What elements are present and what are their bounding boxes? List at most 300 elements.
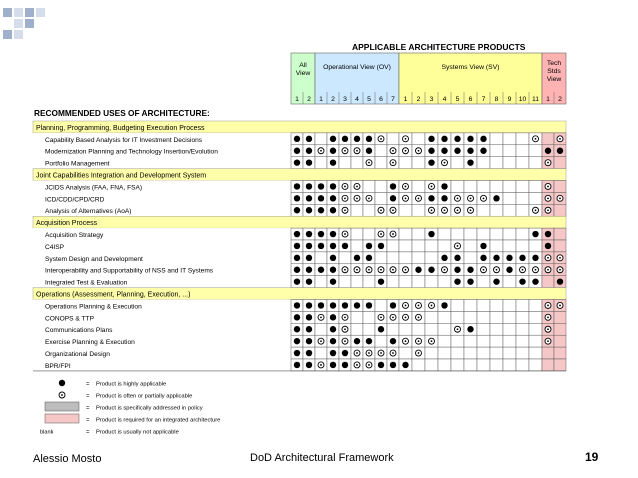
matrix-cell: [425, 347, 438, 359]
matrix-cell: [490, 145, 503, 157]
matrix-cell: [451, 359, 464, 371]
cell-full-dot: [441, 183, 447, 189]
cell-full-dot: [306, 231, 312, 237]
matrix-cell: [477, 228, 490, 240]
cell-open-circle-dot: [547, 316, 549, 318]
cell-open-circle-dot: [535, 138, 537, 140]
header-group-label: All: [299, 62, 307, 69]
matrix-cell: [351, 228, 363, 240]
cell-full-dot: [366, 338, 372, 344]
cell-full-dot: [294, 338, 300, 344]
cell-full-dot: [318, 231, 324, 237]
matrix-cell: [464, 311, 477, 323]
cell-open-circle-dot: [431, 340, 433, 342]
cell-open-circle-dot: [431, 186, 433, 188]
matrix-cell: [399, 347, 412, 359]
header-group-label: View: [295, 70, 311, 77]
cell-full-dot: [306, 195, 312, 201]
matrix-cell: [315, 252, 327, 264]
cell-full-dot: [294, 159, 300, 165]
cell-open-circle-dot: [344, 328, 346, 330]
matrix-cell: [399, 252, 412, 264]
cell-full-dot: [532, 278, 538, 284]
cell-full-dot: [428, 231, 434, 237]
row-label-cell: [33, 359, 291, 371]
matrix-cell: [516, 347, 529, 359]
cell-full-dot: [330, 159, 336, 165]
matrix-cell: [503, 145, 516, 157]
cell-open-circle-dot: [418, 340, 420, 342]
cell-open-circle-dot: [356, 186, 358, 188]
cell-open-circle-dot: [547, 340, 549, 342]
cell-full-dot: [354, 255, 360, 261]
cell-open-circle-dot: [356, 197, 358, 199]
legend-pink-swatch: [45, 414, 79, 423]
section-label: Operations (Assessment, Planning, Execution, ...): [36, 291, 191, 299]
matrix-cell: [490, 133, 503, 145]
matrix-cell: [477, 323, 490, 335]
matrix-cell: [516, 228, 529, 240]
cell-open-circle-dot: [496, 269, 498, 271]
matrix-cell: [477, 311, 490, 323]
matrix-cell: [412, 181, 425, 193]
matrix-cell: [363, 311, 375, 323]
matrix-cell: [451, 181, 464, 193]
row-label: Integrated Test & Evaluation: [45, 279, 128, 287]
matrix-cell: [412, 240, 425, 252]
matrix-cell: [387, 252, 399, 264]
header-column-number: 4: [355, 96, 359, 103]
cell-full-dot: [493, 278, 499, 284]
matrix-cell: [529, 192, 542, 204]
cell-full-dot: [318, 267, 324, 273]
matrix-cell: [451, 335, 464, 347]
matrix-cell: [351, 323, 363, 335]
cell-full-dot: [480, 255, 486, 261]
cell-full-dot: [519, 255, 525, 261]
matrix-cell: [399, 204, 412, 216]
cell-full-dot: [354, 302, 360, 308]
cell-full-dot: [342, 243, 348, 249]
cell-full-dot: [294, 243, 300, 249]
section-label: Planning, Programming, Budgeting Execution Process: [36, 124, 205, 132]
matrix-cell: [477, 181, 490, 193]
cell-open-circle-dot: [368, 352, 370, 354]
cell-full-dot: [467, 326, 473, 332]
header-column-number: 7: [391, 96, 395, 103]
header-column-number: 11: [531, 96, 540, 103]
cell-full-dot: [306, 278, 312, 284]
matrix-cell: [503, 133, 516, 145]
legend-dot-symbol: [59, 380, 65, 386]
row-label: CONOPS & TTP: [45, 315, 94, 323]
cell-full-dot: [294, 255, 300, 261]
cell-open-circle-dot: [431, 305, 433, 307]
cell-full-dot: [378, 362, 384, 368]
matrix-cell: [529, 145, 542, 157]
row-label: Organizational Design: [45, 351, 110, 358]
header-column-number: 5: [367, 96, 371, 103]
cell-full-dot: [306, 362, 312, 368]
cell-open-circle-dot: [547, 269, 549, 271]
matrix-cell: [554, 311, 566, 323]
matrix-cell: [399, 323, 412, 335]
cell-open-circle-dot: [344, 186, 346, 188]
matrix-cell: [425, 323, 438, 335]
cell-full-dot: [454, 136, 460, 142]
matrix-cell: [363, 204, 375, 216]
matrix-cell: [363, 181, 375, 193]
cell-full-dot: [330, 314, 336, 320]
cell-full-dot: [441, 148, 447, 154]
cell-open-circle-dot: [483, 197, 485, 199]
cell-full-dot: [294, 231, 300, 237]
cell-open-circle-dot: [368, 269, 370, 271]
footer-title: DoD Architectural Framework: [250, 452, 394, 464]
matrix-cell: [503, 157, 516, 169]
uses-heading: RECOMMENDED USES OF ARCHITECTURE:: [34, 108, 210, 118]
legend-text: Product is usually not applicable: [96, 429, 179, 436]
matrix-cell: [529, 323, 542, 335]
products-title: APPLICABLE ARCHITECTURE PRODUCTS: [352, 42, 526, 52]
matrix-cell: [375, 192, 387, 204]
cell-full-dot: [330, 350, 336, 356]
matrix-cell: [451, 347, 464, 359]
matrix-cell: [503, 359, 516, 371]
matrix-cell: [399, 276, 412, 288]
section-band: [33, 216, 566, 228]
matrix-cell: [351, 276, 363, 288]
cell-full-dot: [306, 326, 312, 332]
matrix-cell: [451, 300, 464, 312]
matrix-cell: [516, 240, 529, 252]
legend-equals: =: [86, 405, 90, 412]
cell-open-circle-dot: [405, 340, 407, 342]
cell-full-dot: [306, 338, 312, 344]
matrix-cell: [425, 359, 438, 371]
cell-open-circle-dot: [344, 209, 346, 211]
cell-open-circle-dot: [392, 233, 394, 235]
header-column-number: 2: [331, 96, 335, 103]
header-group-label: Stds: [547, 68, 561, 75]
cell-full-dot: [557, 278, 563, 284]
cell-open-circle-dot: [380, 316, 382, 318]
row-label: Acquisition Strategy: [45, 232, 104, 239]
header-group-label: Tech: [546, 60, 562, 67]
cell-open-circle-dot: [457, 328, 459, 330]
matrix-cell: [451, 157, 464, 169]
matrix-cell: [438, 359, 451, 371]
legend-circle-dot: [61, 394, 63, 396]
cell-open-circle-dot: [344, 197, 346, 199]
matrix-cell: [375, 335, 387, 347]
matrix-cell: [503, 181, 516, 193]
cell-full-dot: [467, 278, 473, 284]
matrix-cell: [412, 359, 425, 371]
row-label: Operations Planning & Execution: [45, 303, 142, 311]
cell-full-dot: [354, 338, 360, 344]
cell-full-dot: [366, 255, 372, 261]
cell-open-circle-dot: [392, 209, 394, 211]
cell-open-circle-dot: [444, 269, 446, 271]
matrix-cell: [490, 347, 503, 359]
cell-open-circle-dot: [559, 197, 561, 199]
cell-full-dot: [294, 278, 300, 284]
cell-open-circle-dot: [344, 269, 346, 271]
matrix-cell: [490, 240, 503, 252]
matrix-cell: [464, 347, 477, 359]
cell-open-circle-dot: [547, 162, 549, 164]
cell-open-circle-dot: [392, 269, 394, 271]
cell-open-circle-dot: [320, 150, 322, 152]
matrix-cell: [542, 347, 554, 359]
cell-open-circle-dot: [559, 305, 561, 307]
cell-open-circle-dot: [547, 305, 549, 307]
matrix-cell: [490, 157, 503, 169]
legend-gray-swatch: [45, 402, 79, 411]
matrix-cell: [477, 157, 490, 169]
matrix-cell: [464, 240, 477, 252]
cell-open-circle-dot: [405, 316, 407, 318]
matrix-cell: [425, 252, 438, 264]
header-column-number: 7: [481, 96, 486, 103]
matrix-cell: [490, 300, 503, 312]
cell-open-circle-dot: [356, 269, 358, 271]
cell-open-circle-dot: [559, 269, 561, 271]
cell-full-dot: [390, 362, 396, 368]
cell-full-dot: [330, 278, 336, 284]
row-label: Exercise Planning & Execution: [45, 339, 135, 347]
matrix-cell: [425, 240, 438, 252]
cell-full-dot: [557, 148, 563, 154]
matrix-cell: [438, 335, 451, 347]
matrix-cell: [412, 133, 425, 145]
matrix-cell: [339, 276, 351, 288]
cell-open-circle-dot: [457, 197, 459, 199]
cell-open-circle-dot: [344, 340, 346, 342]
cell-full-dot: [480, 136, 486, 142]
cell-full-dot: [519, 278, 525, 284]
cell-full-dot: [330, 243, 336, 249]
matrix-cell: [451, 311, 464, 323]
cell-full-dot: [428, 148, 434, 154]
cell-open-circle-dot: [368, 197, 370, 199]
matrix-cell: [399, 157, 412, 169]
cell-open-circle-dot: [418, 305, 420, 307]
row-label: Capability Based Analysis for IT Investment Decisions: [45, 136, 203, 144]
matrix-cell: [516, 133, 529, 145]
cell-open-circle-dot: [368, 364, 370, 366]
matrix-cell: [451, 228, 464, 240]
cell-full-dot: [330, 183, 336, 189]
cell-full-dot: [454, 148, 460, 154]
cell-full-dot: [467, 148, 473, 154]
legend-blank-key: blank: [40, 429, 54, 436]
cell-open-circle-dot: [457, 245, 459, 247]
matrix-cell: [351, 240, 363, 252]
cell-open-circle-dot: [444, 162, 446, 164]
cell-open-circle-dot: [559, 138, 561, 140]
matrix-cell: [363, 276, 375, 288]
cell-full-dot: [506, 255, 512, 261]
matrix-cell: [503, 311, 516, 323]
matrix-cell: [516, 311, 529, 323]
cell-full-dot: [342, 350, 348, 356]
matrix-cell: [554, 204, 566, 216]
cell-full-dot: [415, 267, 421, 273]
cell-full-dot: [294, 326, 300, 332]
cell-open-circle-dot: [405, 138, 407, 140]
cell-full-dot: [294, 314, 300, 320]
matrix-cell: [477, 359, 490, 371]
matrix-cell: [464, 228, 477, 240]
matrix-cell: [490, 181, 503, 193]
cell-full-dot: [306, 255, 312, 261]
cell-open-circle-dot: [405, 186, 407, 188]
cell-open-circle-dot: [380, 269, 382, 271]
cell-full-dot: [342, 136, 348, 142]
cell-full-dot: [294, 350, 300, 356]
cell-open-circle-dot: [344, 150, 346, 152]
matrix-cell: [542, 276, 554, 288]
matrix-cell: [554, 335, 566, 347]
cell-full-dot: [306, 243, 312, 249]
cell-full-dot: [330, 207, 336, 213]
cell-full-dot: [318, 207, 324, 213]
header-group-label: View: [546, 76, 562, 83]
cell-open-circle-dot: [405, 305, 407, 307]
cell-open-circle-dot: [470, 209, 472, 211]
legend-equals: =: [86, 381, 90, 388]
matrix-cell: [503, 347, 516, 359]
matrix-cell: [516, 204, 529, 216]
cell-full-dot: [306, 159, 312, 165]
matrix-cell: [554, 181, 566, 193]
matrix-cell: [412, 252, 425, 264]
cell-full-dot: [428, 136, 434, 142]
cell-full-dot: [330, 338, 336, 344]
header-column-number: 3: [343, 96, 347, 103]
cell-full-dot: [294, 302, 300, 308]
cell-open-circle-dot: [559, 257, 561, 259]
matrix-cell: [412, 323, 425, 335]
cell-full-dot: [342, 302, 348, 308]
cell-full-dot: [330, 302, 336, 308]
cell-full-dot: [330, 362, 336, 368]
matrix-cell: [529, 335, 542, 347]
cell-full-dot: [306, 207, 312, 213]
matrix-cell: [387, 323, 399, 335]
row-label-cell: [33, 240, 291, 252]
cell-full-dot: [318, 195, 324, 201]
cell-full-dot: [330, 267, 336, 273]
cell-full-dot: [330, 326, 336, 332]
matrix-cell: [516, 157, 529, 169]
cell-full-dot: [378, 243, 384, 249]
cell-full-dot: [428, 159, 434, 165]
header-column-number: 1: [295, 96, 299, 103]
matrix-cell: [554, 359, 566, 371]
matrix-cell: [339, 157, 351, 169]
matrix-cell: [464, 359, 477, 371]
cell-open-circle-dot: [405, 150, 407, 152]
legend-text: Product is highly applicable: [96, 381, 167, 388]
cell-full-dot: [441, 136, 447, 142]
matrix-cell: [438, 323, 451, 335]
cell-open-circle-dot: [356, 150, 358, 152]
legend-equals: =: [86, 393, 90, 400]
cell-open-circle-dot: [547, 209, 549, 211]
matrix-cell: [399, 240, 412, 252]
cell-full-dot: [366, 148, 372, 154]
matrix-cell: [529, 157, 542, 169]
row-label: BPR/FPI: [45, 362, 71, 370]
matrix-cell: [315, 347, 327, 359]
cell-open-circle-dot: [547, 186, 549, 188]
row-label: ICD/CDD/CPD/CRD: [45, 196, 105, 204]
matrix-cell: [529, 347, 542, 359]
cell-full-dot: [294, 195, 300, 201]
cell-full-dot: [306, 350, 312, 356]
matrix-cell: [315, 157, 327, 169]
cell-full-dot: [306, 302, 312, 308]
matrix-cell: [516, 359, 529, 371]
matrix-cell: [542, 359, 554, 371]
matrix-cell: [315, 323, 327, 335]
matrix-cell: [554, 323, 566, 335]
cell-full-dot: [390, 183, 396, 189]
header-column-number: 1: [403, 96, 408, 103]
cell-full-dot: [294, 362, 300, 368]
matrix-cell: [503, 335, 516, 347]
cell-full-dot: [454, 278, 460, 284]
matrix-cell: [351, 157, 363, 169]
cell-open-circle-dot: [547, 257, 549, 259]
row-label: Portfolio Management: [45, 160, 110, 168]
cell-full-dot: [366, 136, 372, 142]
cell-full-dot: [390, 338, 396, 344]
matrix-cell: [477, 347, 490, 359]
matrix-cell: [477, 300, 490, 312]
cell-full-dot: [532, 231, 538, 237]
page-number: 19: [585, 450, 599, 464]
row-label: System Design and Development: [45, 255, 143, 263]
cell-full-dot: [366, 243, 372, 249]
cell-open-circle-dot: [470, 197, 472, 199]
cell-full-dot: [318, 243, 324, 249]
matrix-cell: [412, 157, 425, 169]
header-column-number: 1: [319, 96, 323, 103]
header-column-number: 9: [507, 96, 512, 103]
cell-full-dot: [294, 136, 300, 142]
cell-open-circle-dot: [320, 340, 322, 342]
cell-open-circle-dot: [320, 364, 322, 366]
matrix-cell: [490, 228, 503, 240]
row-label: Analysis of Alternatives (AoA): [45, 208, 132, 216]
matrix-cell: [464, 252, 477, 264]
cell-open-circle-dot: [356, 352, 358, 354]
header-column-number: 1: [546, 96, 550, 103]
cell-full-dot: [441, 195, 447, 201]
header-column-number: 4: [442, 96, 447, 103]
cell-full-dot: [306, 136, 312, 142]
cell-full-dot: [467, 159, 473, 165]
matrix-cell: [387, 133, 399, 145]
cell-open-circle-dot: [418, 316, 420, 318]
matrix-cell: [375, 252, 387, 264]
header-group-label: Operational View (OV): [323, 64, 391, 71]
cell-open-circle-dot: [392, 162, 394, 164]
